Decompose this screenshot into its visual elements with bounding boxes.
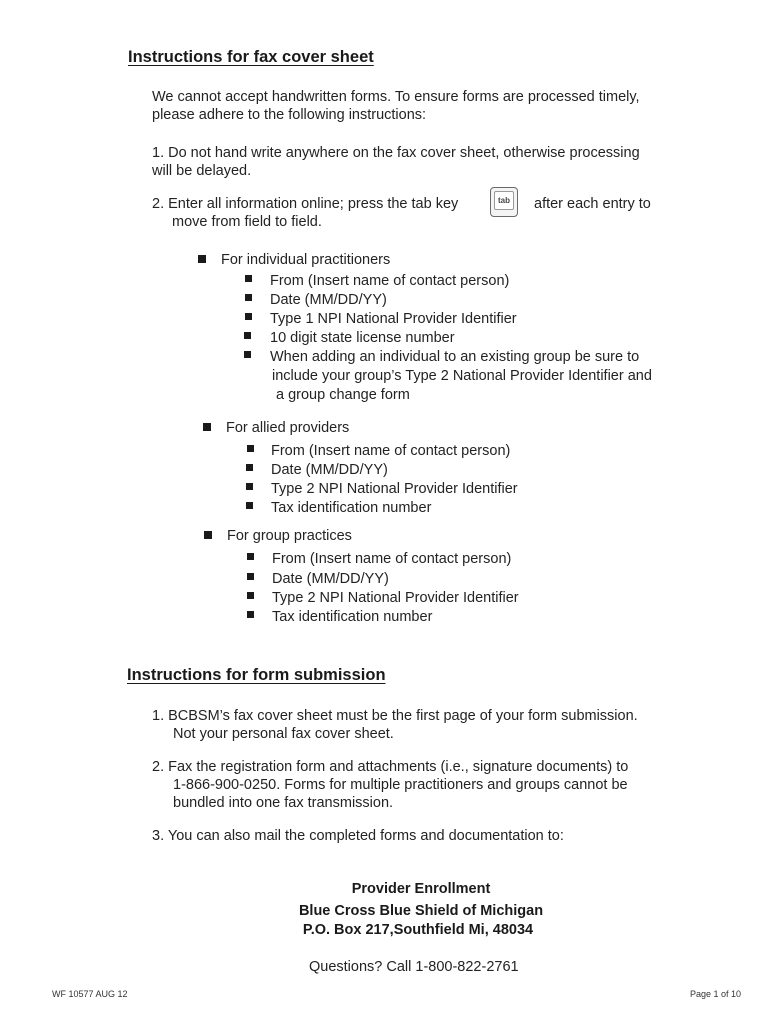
bullet-square-icon	[247, 553, 254, 560]
intro-line-2: please adhere to the following instructions:	[152, 107, 427, 123]
allied-item: From (Insert name of contact person)	[271, 443, 511, 459]
bullet-square-icon	[246, 502, 253, 509]
questions-phone: Questions? Call 1-800-822-2761	[309, 959, 519, 975]
individual-item: From (Insert name of contact person)	[270, 273, 510, 289]
tab-key-label: tab	[494, 191, 514, 210]
allied-heading: For allied providers	[226, 420, 350, 436]
submission-item-1-line-2: Not your personal fax cover sheet.	[173, 726, 394, 742]
group-item: Tax identification number	[272, 609, 433, 625]
individual-item-continued-2: a group change form	[276, 387, 410, 403]
bullet-square-icon	[247, 573, 254, 580]
bullet-square-icon	[198, 255, 206, 263]
intro-line-1: We cannot accept handwritten forms. To ensure forms are processed timely,	[152, 89, 640, 105]
allied-item: Type 2 NPI National Provider Identifier	[271, 481, 518, 497]
submission-item-2-line-2: 1-866-900-0250. Forms for multiple practitioners and groups cannot be	[173, 777, 628, 793]
bullet-square-icon	[246, 464, 253, 471]
bullet-square-icon	[203, 423, 211, 431]
individual-item: Date (MM/DD/YY)	[270, 292, 387, 308]
submission-item-3: 3. You can also mail the completed forms and documentation to:	[152, 828, 564, 844]
address-line-3: P.O. Box 217,Southfield Mi, 48034	[302, 922, 534, 938]
individual-item: 10 digit state license number	[270, 330, 455, 346]
group-heading: For group practices	[227, 528, 352, 544]
bullet-square-icon	[246, 483, 253, 490]
bullet-square-icon	[247, 592, 254, 599]
submission-item-2-line-1: 2. Fax the registration form and attachments (i.e., signature documents) to	[152, 759, 629, 775]
bullet-square-icon	[245, 294, 252, 301]
group-item: From (Insert name of contact person)	[272, 551, 512, 567]
individual-item: Type 1 NPI National Provider Identifier	[270, 311, 517, 327]
allied-item: Tax identification number	[271, 500, 432, 516]
submission-section-title: Instructions for form submission	[127, 666, 386, 684]
individual-item-continued-1: include your group’s Type 2 National Provider Identifier and	[272, 368, 652, 384]
group-item: Type 2 NPI National Provider Identifier	[272, 590, 519, 606]
page-number-footer: Page 1 of 10	[690, 989, 742, 999]
tab-key-icon	[490, 187, 518, 217]
bullet-square-icon	[245, 275, 252, 282]
submission-item-1-line-1: 1. BCBSM’s fax cover sheet must be the first page of your form submission.	[152, 708, 638, 724]
allied-item: Date (MM/DD/YY)	[271, 462, 388, 478]
form-id-footer: WF 10577 AUG 12	[52, 989, 128, 999]
step-1-line-1: 1. Do not hand write anywhere on the fax cover sheet, otherwise processing	[152, 145, 640, 161]
step-1-line-2: will be delayed.	[152, 163, 252, 179]
address-line-1: Provider Enrollment	[351, 881, 491, 897]
address-line-2: Blue Cross Blue Shield of Michigan	[298, 903, 544, 919]
step-2-line-2: move from field to field.	[172, 214, 322, 230]
bullet-square-icon	[244, 332, 251, 339]
bullet-square-icon	[204, 531, 212, 539]
individual-heading: For individual practitioners	[221, 252, 391, 268]
submission-item-2-line-3: bundled into one fax transmission.	[173, 795, 394, 811]
step-2-after-text: after each entry to	[534, 196, 651, 212]
individual-item: When adding an individual to an existing group be sure to	[270, 349, 640, 365]
bullet-square-icon	[244, 351, 251, 358]
group-item: Date (MM/DD/YY)	[272, 571, 389, 587]
bullet-square-icon	[247, 611, 254, 618]
bullet-square-icon	[245, 313, 252, 320]
bullet-square-icon	[247, 445, 254, 452]
step-2-line-1: 2. Enter all information online; press the tab key	[152, 196, 459, 212]
fax-section-title: Instructions for fax cover sheet	[128, 48, 374, 66]
